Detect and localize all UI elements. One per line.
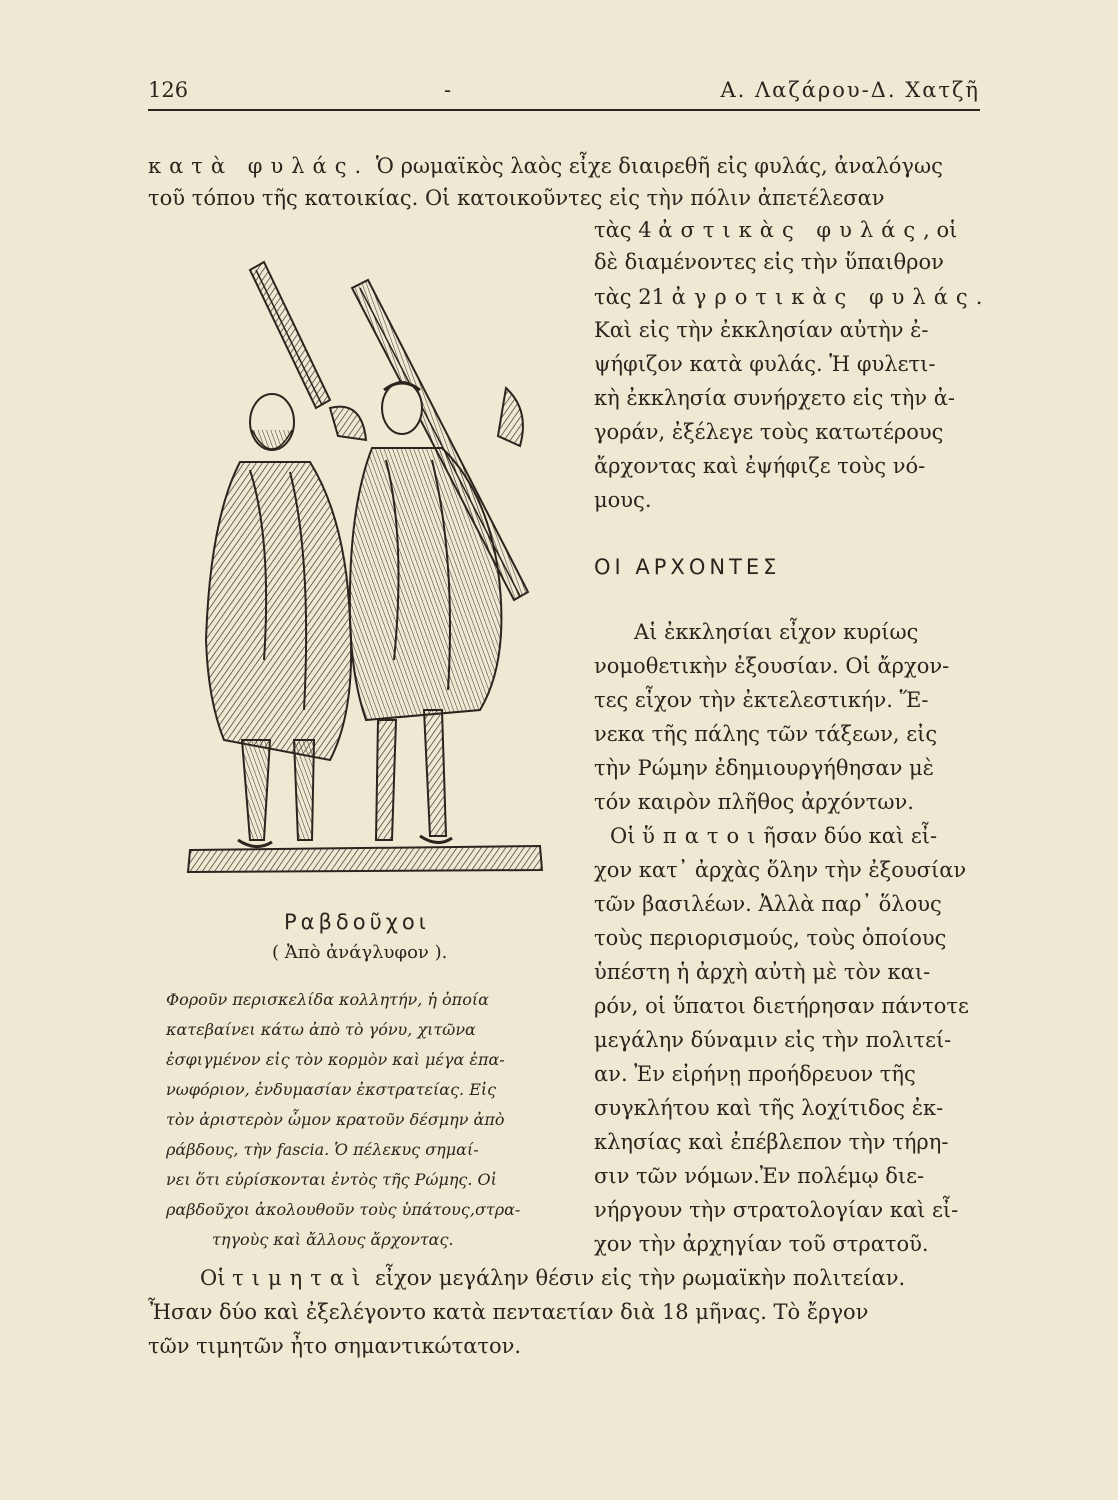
figure-note-line: ἐσφιγμένον εἰς τὸν κορμὸν καὶ μέγα ἐπα- [166,1050,505,1069]
right-col-line: νεκα τῆς πάλης τῶν τάξεων, εἰς [594,722,938,746]
figure-note-line: ράβδους, τὴν fascia. Ὁ πέλεκυς σημαί- [166,1140,479,1159]
figure-caption-source: ( Ἀπὸ ἀνάγλυφον ). [272,942,448,963]
figure-note-line: ραβδοῦχοι ἀκολουθοῦν τοὺς ὑπάτους,στρα- [166,1200,521,1219]
right-col-line: κὴ ἐκκλησία συνήρχετο εἰς τὴν ἀ- [594,386,956,410]
right-col-line: δὲ διαμένοντες εἰς τὴν ὕπαιθρον [594,250,944,274]
right-col-line: γοράν, ἐξέλεγε τοὺς κατωτέρους [594,420,944,444]
right-col-line: κλησίας καὶ ἐπέβλεπον τὴν τήρη- [594,1130,949,1154]
right-col-line: χον τὴν ἀρχηγίαν τοῦ στρατοῦ. [594,1232,929,1256]
right-col-line: τὴν Ρώμην ἐδημιουργήθησαν μὲ [594,756,934,780]
right-col-line: συγκλήτου καὶ τῆς λοχίτιδος ἐκ- [594,1096,944,1120]
right-col-line: τὰς 4 ἀστικὰς φυλάς, οἱ [594,218,958,242]
figure-note-line: νει ὅτι εὑρίσκονται ἐντὸς τῆς Ρώμης. Οἱ [166,1170,497,1189]
body-line: τοῦ τόπου τῆς κατοικίας. Οἱ κατοικοῦντες εἰς τὴν πόλιν ἀπετέλεσαν [148,186,885,210]
lictors-engraving [180,240,550,900]
right-col-line: Οἱ ὕπατοιῆσαν δύο καὶ εἶ- [610,824,938,848]
right-col-line: τοὺς περιορισμούς, τοὺς ὁποίους [594,926,947,950]
lictor-young [350,382,502,843]
figure-note-line: κατεβαίνει κάτω ἀπὸ τὸ γόνυ, χιτῶνα [166,1020,476,1039]
right-col-line: νομοθετικὴν ἐξουσίαν. Οἱ ἄρχον- [594,654,950,678]
relief-base [188,846,542,872]
body-line: Οἱ τιμηταὶ εἶχον μεγάλην θέσιν εἰς τὴν ρωμαϊκὴν πολιτείαν. [200,1266,906,1290]
right-col-line: ὑπέστη ἡ ἀρχὴ αὐτὴ μὲ τὸν και- [594,960,931,984]
right-col-line: χον κατ᾿ ἀρχὰς ὅλην τὴν ἐξουσίαν [594,858,967,882]
right-col-line: αν. Ἐν εἰρήνῃ προήδρευον τῆς [594,1062,916,1086]
header-rule [148,109,980,111]
right-col-line: μους. [594,488,652,512]
figure-note-line: τηγοὺς καὶ ἄλλους ἄρχοντας. [212,1230,454,1249]
right-col-line: σιν τῶν νόμων.Ἐν πολέμῳ διε- [594,1164,925,1188]
body-line: κατὰ φυλάς. Ὁ ρωμαϊκὸς λαὸς εἶχε διαιρεθῆ εἰς φυλάς, ἀναλόγως [148,154,943,178]
right-col-line: νήργουν τὴν στρατολογίαν καὶ εἶ- [594,1198,959,1222]
section-heading: ΟΙ ΑΡΧΟΝΤΕΣ [594,555,781,579]
right-col-line: τὰς 21 ἀγροτικὰς φυλάς. [594,285,983,309]
right-col-line: τόν καιρὸν πλῆθος ἀρχόντων. [594,790,914,814]
figure-note-line: Φοροῦν περισκελίδα κολλητήν, ἡ ὁποία [166,990,489,1009]
figure-caption-title: Ραβδοῦχοι [284,910,430,934]
body-line: τῶν τιμητῶν ἦτο σημαντικώτατον. [148,1334,522,1358]
right-col-line: ρόν, οἱ ὕπατοι διετήρησαν πάντοτε [594,994,969,1018]
page-number: 126 [148,78,189,102]
right-col-line: ἄρχοντας καὶ ἐψήφιζε τοὺς νό- [594,454,926,478]
header-dash: - [444,78,452,102]
right-col-line: Αἱ ἐκκλησίαι εἶχον κυρίως [634,620,919,644]
right-col-line: μεγάλην δύναμιν εἰς τὴν πολιτεί- [594,1028,952,1052]
right-col-line: ψήφιζον κατὰ φυλάς. Ἡ φυλετι- [594,352,936,376]
axe-blade-left [330,407,366,440]
right-col-line: τες εἶχον τὴν ἐκτελεστικήν. Ἕ- [594,688,929,712]
fasces-left [250,262,330,408]
header-authors: Α. Λαζάρου-Δ. Χατζῆ [720,78,980,102]
lictor-bearded [206,394,351,847]
figure-note-line: νωφόριον, ἐνδυμασίαν ἐκστρατείας. Εἰς [166,1080,497,1099]
figure-note-line: τὸν ἀριστερὸν ὦμον κρατοῦν δέσμην ἀπὸ [166,1110,505,1129]
running-header [148,78,980,106]
body-line: Ἦσαν δύο καὶ ἐξελέγοντο κατὰ πενταετίαν διὰ 18 μῆνας. Τὸ ἔργον [148,1300,869,1324]
right-col-line: Καὶ εἰς τὴν ἐκκλησίαν αὐτὴν ἐ- [594,318,929,342]
lictors-illustration-svg [180,240,550,900]
right-col-line: τῶν βασιλέων. Ἀλλὰ παρ᾿ ὅλους [594,892,942,916]
